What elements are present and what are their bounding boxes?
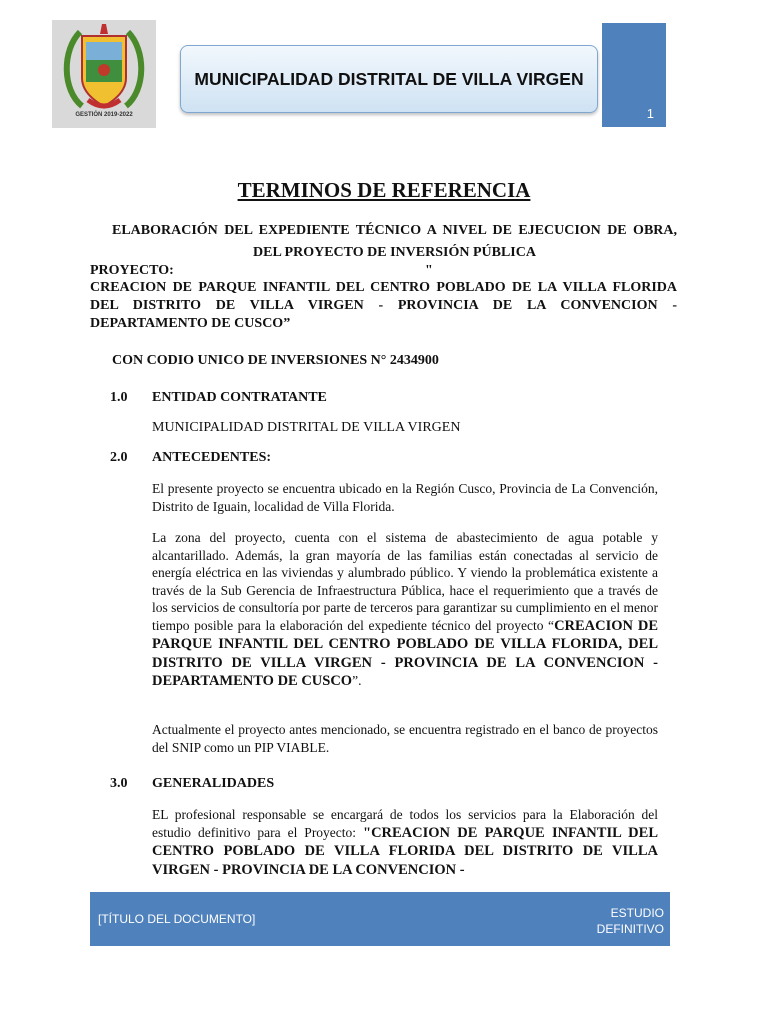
document-title: TERMINOS DE REFERENCIA bbox=[237, 178, 531, 202]
section-title: ANTECEDENTES: bbox=[152, 450, 272, 465]
section-title: ENTIDAD CONTRATANTE bbox=[152, 390, 327, 405]
paragraph bbox=[152, 806, 658, 878]
paragraph: El presente proyecto se encuentra ubicado en la Región Cusco, Provincia de La Convención, Distrito de Iguain, localidad de Villa Florida. bbox=[152, 481, 658, 514]
section-number: 2.0 bbox=[110, 450, 128, 465]
page-number-tab bbox=[602, 23, 666, 127]
section-number: 3.0 bbox=[110, 776, 128, 791]
project-label: PROYECTO: bbox=[90, 263, 174, 278]
logo-caption: GESTIÓN 2019-2022 bbox=[75, 112, 133, 118]
header-title-box bbox=[180, 45, 598, 113]
municipal-logo bbox=[52, 20, 156, 128]
project-name: CREACION DE PARQUE INFANTIL DEL CENTRO POBLADO DE LA VILLA FLORIDA DEL DISTRITO DE VILLA VIRGEN - PROVINCIA DE LA CONVENCION - DEPARTAMENTO DE CUSCO” bbox=[90, 280, 677, 331]
section-number: 1.0 bbox=[110, 390, 128, 405]
section-title: GENERALIDADES bbox=[152, 776, 275, 791]
paragraph-text-end: ”. bbox=[352, 673, 362, 688]
project-name-inline: CREACION DE PARQUE INFANTIL DEL CENTRO POBLADO DE VILLA FLORIDA, DEL DISTRITO DE VILLA VIRGEN - PROVINCIA DE LA CONVENCION - DEPARTAMENTO DE CUSCO bbox=[152, 617, 659, 689]
paragraph-text: EL profesional responsable se encargará de todos los servicios para la Elaboración del estudio definitivo para el Proyecto: bbox=[152, 807, 658, 840]
project-quote: " bbox=[425, 263, 433, 278]
footer-study-label: ESTUDIO DEFINITIVO bbox=[596, 906, 664, 936]
paragraph-text: La zona del proyecto, cuenta con el sistema de abastecimiento de agua potable y alcantarillado. Además, la gran mayoría de las familias están conectadas al servicio de energía eléctrica en las viviendas y alumbrado público. Y viendo la problemática existente a través de la Sub Gerencia de Infraestructura Pública, hace el requerimiento que a través de los servicios de consultoría por parte de terceros para garantizar su cumplimiento en el menor tiempo posible para la elaboración del expediente técnico del proyecto “ bbox=[152, 530, 658, 633]
investment-code: CON CODIO UNICO DE INVERSIONES N° 2434900 bbox=[112, 353, 439, 368]
page-number: 1 bbox=[646, 106, 654, 121]
paragraph: Actualmente el proyecto antes mencionado, se encuentra registrado en el banco de proyectos del SNIP como un PIP VIABLE. bbox=[152, 722, 658, 755]
document-subtitle: ELABORACIÓN DEL EXPEDIENTE TÉCNICO A NIVEL DE EJECUCION DE OBRA, DEL PROYECTO DE INVERSIÓN PÚBLICA bbox=[112, 223, 677, 260]
page-footer bbox=[90, 892, 670, 946]
section-body: MUNICIPALIDAD DISTRITAL DE VILLA VIRGEN bbox=[152, 420, 461, 435]
footer-document-title: [TÍTULO DEL DOCUMENTO] bbox=[98, 912, 256, 926]
paragraph bbox=[152, 529, 658, 691]
project-name-inline: "CREACION DE PARQUE INFANTIL DEL CENTRO POBLADO DE VILLA FLORIDA DEL DISTRITO DE VILLA VIRGEN - PROVINCIA DE LA CONVENCION - bbox=[152, 824, 658, 878]
municipality-name: MUNICIPALIDAD DISTRITAL DE VILLA VIRGEN bbox=[194, 69, 584, 89]
